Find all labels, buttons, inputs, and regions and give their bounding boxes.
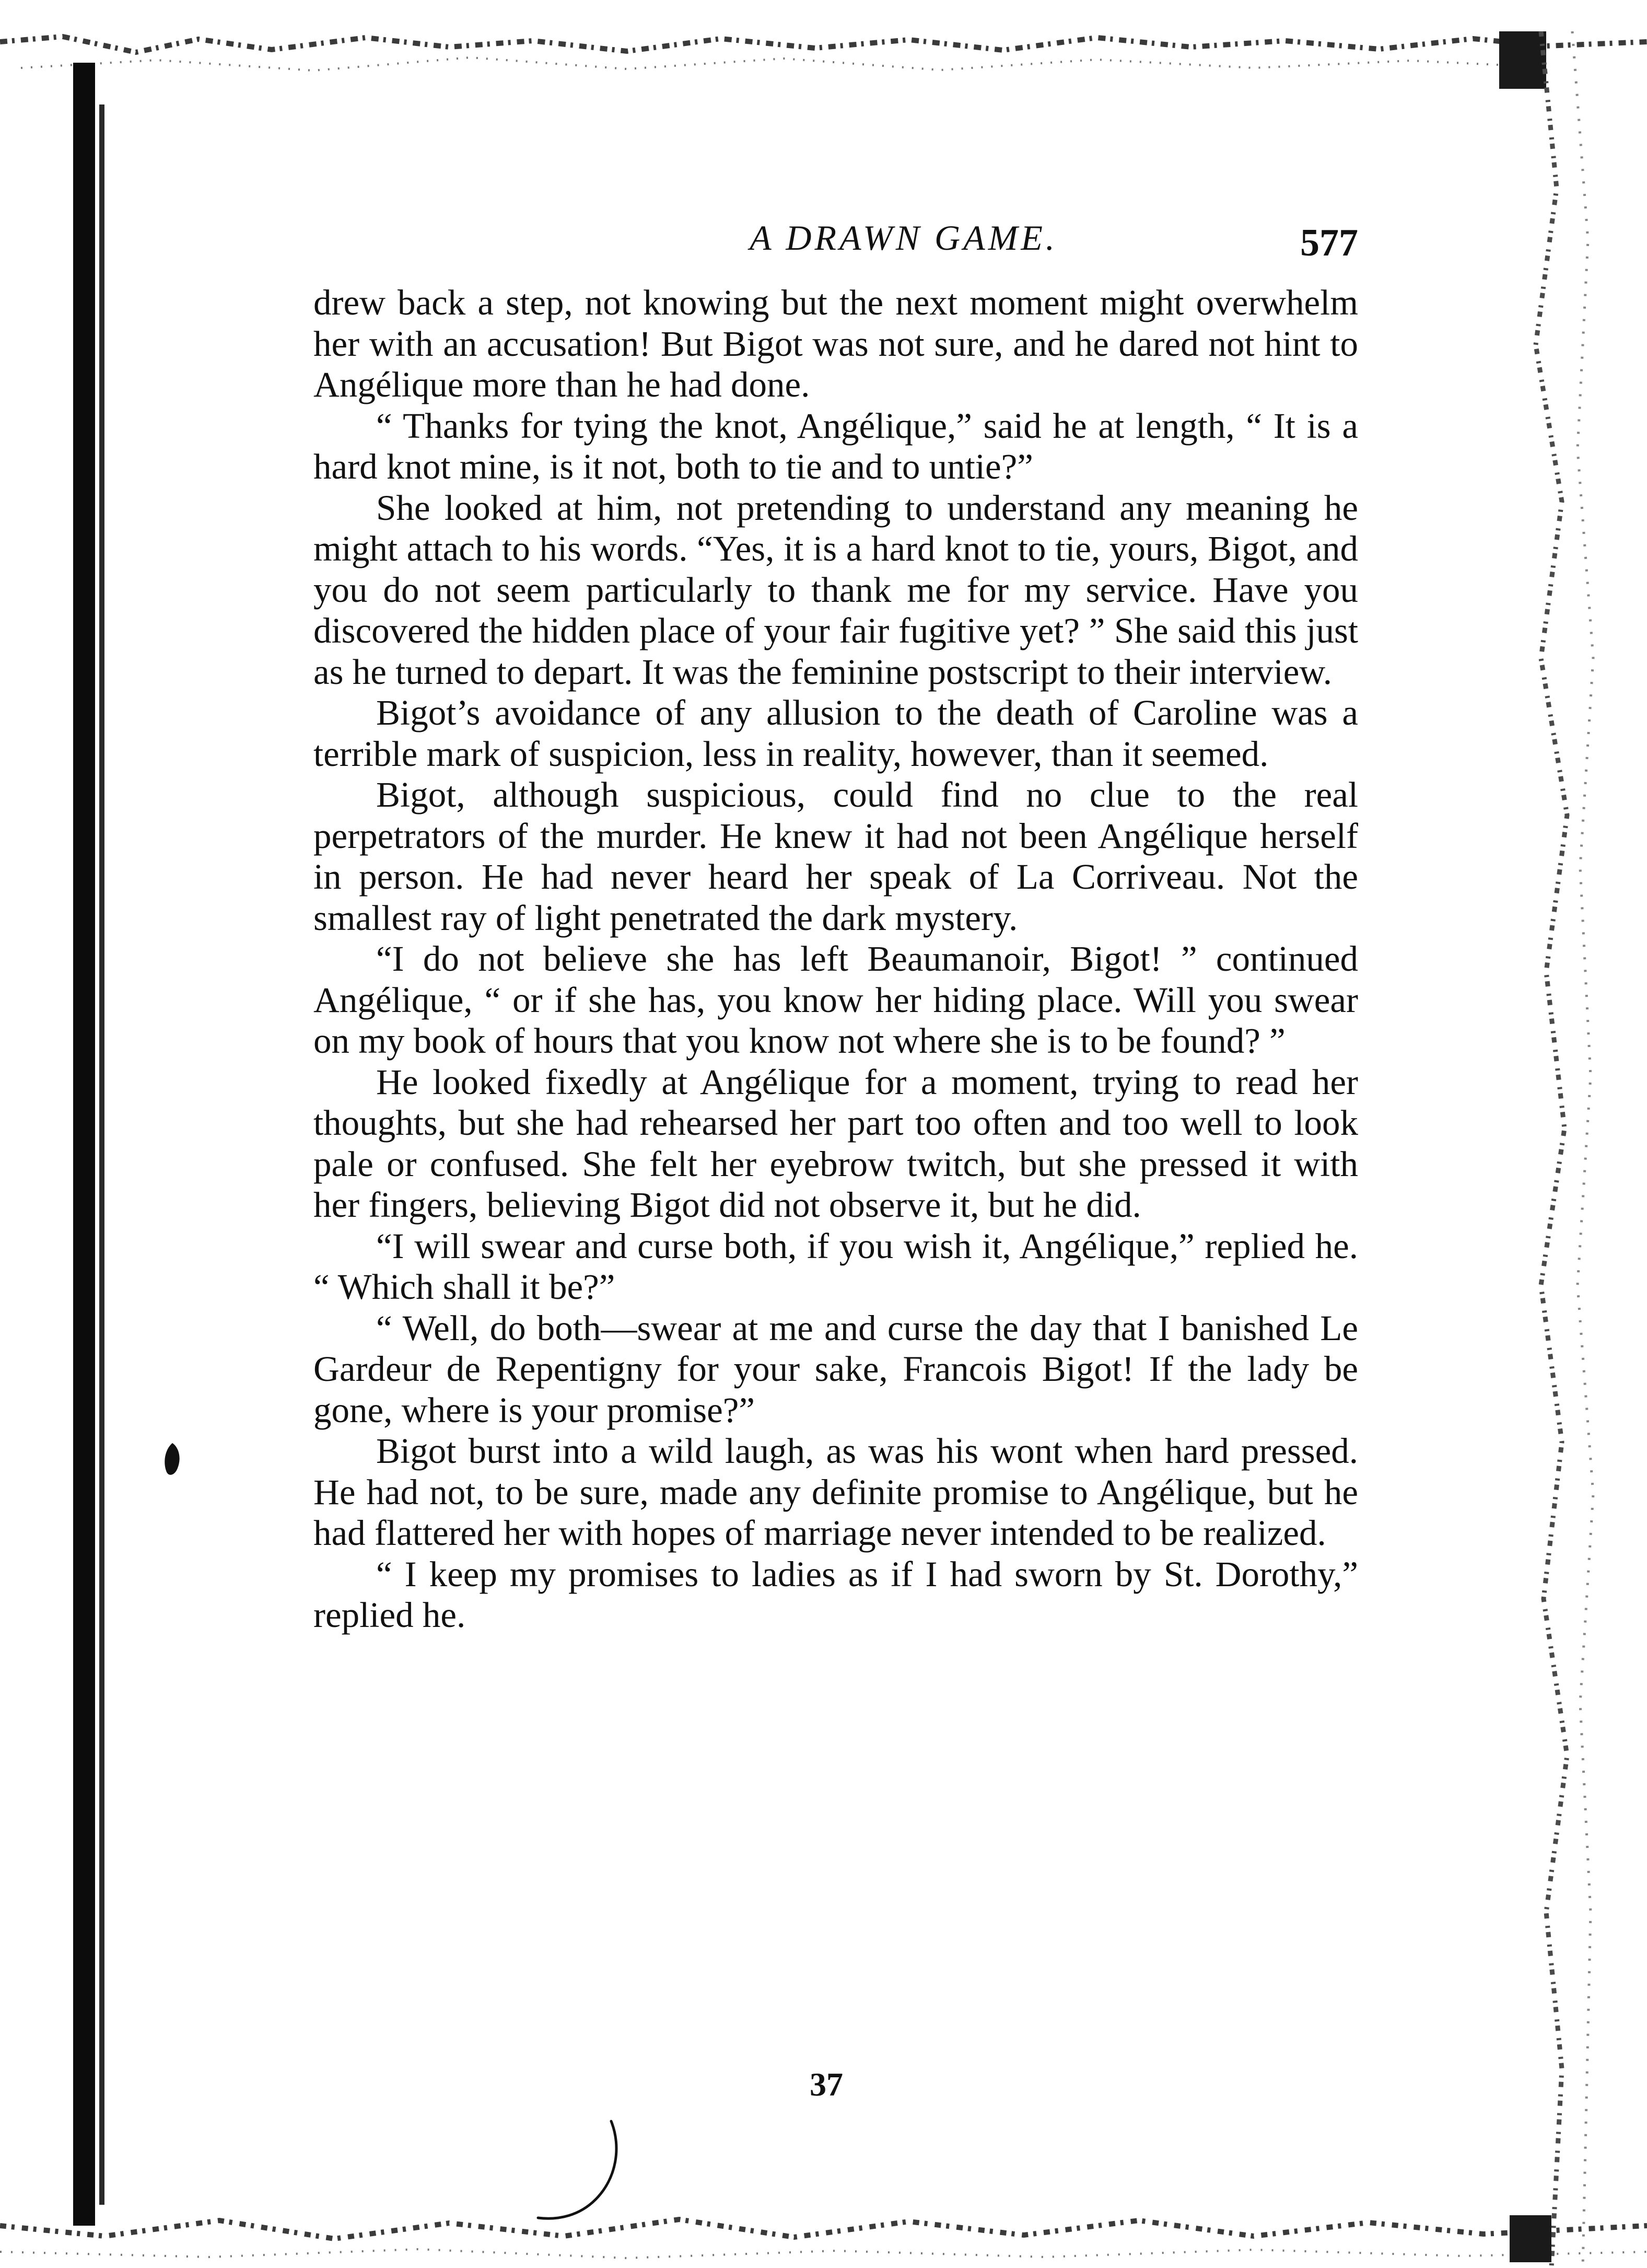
torn-top-edge <box>0 31 1647 120</box>
body-text <box>313 282 1358 1636</box>
paragraph: “ Well, do both—swear at me and curse the day that I banished Le Gardeur de Repentigny for your sake, Francois Bigot! If the lady be gone, where is your promise?” <box>313 1308 1358 1430</box>
page-number: 577 <box>1300 222 1358 264</box>
torn-bottom-edge <box>0 2158 1647 2268</box>
paragraph: He looked fixedly at Angélique for a moment, trying to read her thoughts, but she had rehearsed her part too often and too well to look pale or confused. She felt her eyebrow twitch, but she pressed it with her fingers, believing Bigot did not observe it, but he did. <box>313 1062 1358 1225</box>
binding-shadow <box>73 63 95 2226</box>
torn-right-edge <box>1478 31 1647 2268</box>
paragraph: “ Thanks for tying the knot, Angélique,” said he at length, “ It is a hard knot mine, is it not, both to tie and to untie?” <box>313 405 1358 486</box>
paragraph: Bigot’s avoidance of any allusion to the death of Caroline was a terrible mark of suspicion, less in reality, however, than it seemed. <box>313 693 1358 774</box>
paragraph: drew back a step, not knowing but the next moment might overwhelm her with an accusation! But Bigot was not sure, and he dared not hint to Angélique more than he had done. <box>313 283 1358 404</box>
paragraph: “I do not believe she has left Beaumanoir, Bigot! ” continued Angélique, “ or if she has, you know her hiding place. Will you swear on my book of hours that you know not where she is to be found? ” <box>313 939 1358 1061</box>
pen-stroke-mark <box>522 2116 653 2231</box>
paragraph: “ I keep my promises to ladies as if I had sworn by St. Dorothy,” replied he. <box>313 1554 1358 1635</box>
paragraph: She looked at him, not pretending to understand any meaning he might attach to his words. “Yes, it is a hard knot to tie, yours, Bigot, and you do not seem particularly to thank me for my service. Have you discovered the hidden place of your fair fugitive yet? ” She said this just as he turned to depart. It was the feminine postscript to their interview. <box>313 487 1358 692</box>
binding-shadow-edge <box>99 104 104 2205</box>
paragraph: Bigot burst into a wild laugh, as was his wont when hard pressed. He had not, to be sure, made any definite promise to Angélique, but he had flattered her with hopes of marriage never intended to be realized. <box>313 1431 1358 1553</box>
signature-mark: 37 <box>810 2066 843 2103</box>
ink-blot <box>162 1442 183 1479</box>
paragraph: “I will swear and curse both, if you wish it, Angélique,” replied he. “ Which shall it be?” <box>313 1226 1358 1307</box>
paragraph: Bigot, although suspicious, could find no clue to the real perpetrators of the murder. He knew it had not been Angélique herself in person. He had never heard her speak of La Corriveau. Not the smallest ray of light penetrated the dark mystery. <box>313 775 1358 938</box>
running-header <box>313 209 1358 266</box>
running-title: A DRAWN GAME. <box>750 218 1058 258</box>
